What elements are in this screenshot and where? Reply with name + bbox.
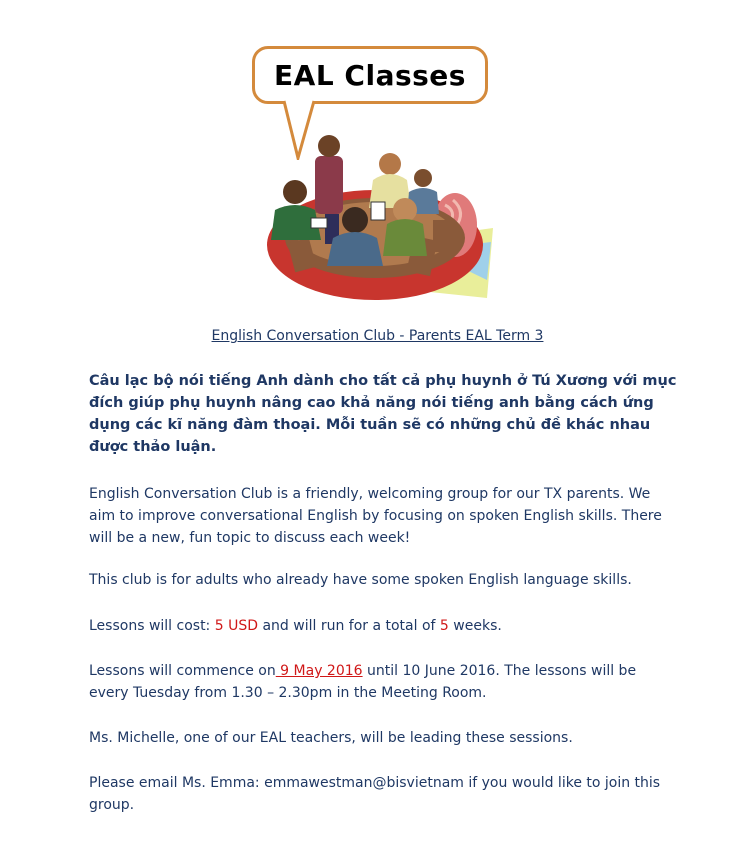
cost-middle: and will run for a total of [258,618,440,634]
cost-suffix: weeks. [448,618,502,634]
speech-bubble [252,46,488,104]
vietnamese-description: Câu lạc bộ nói tiếng Anh dành cho tất cả phụ huynh ở Tú Xương với mục đích giúp phụ huynh nâng cao khả năng nói tiếng anh bằng cách ứng dụng các kĩ năng đàm thoại. Mỗi tuần sẽ có những chủ đề khác nhau được thảo luận. [89,373,677,455]
intro-paragraph: English Conversation Club is a friendly, welcoming group for our TX parents. We aim to improve conversational English by focusing on spoken English skills. There will be a new, fun topic to discuss each week! [89,486,662,546]
cost-price: 5 USD [214,618,259,634]
cost-paragraph [89,615,502,637]
audience-paragraph: This club is for adults who already have some spoken English language skills. [89,572,632,588]
meeting-clipart [255,120,495,300]
banner-title: EAL Classes [274,58,466,92]
cost-prefix: Lessons will cost: [89,618,215,634]
schedule-suffix: until 10 June 2016. The lessons will be every Tuesday from 1.30 – 2.30pm in the Meeting Room. [89,663,637,701]
teacher-paragraph: Ms. Michelle, one of our EAL teachers, will be leading these sessions. [89,730,573,746]
contact-paragraph: Please email Ms. Emma: emmawestman@bisvietnam if you would like to join this group. [89,775,661,813]
cost-weeks: 5 [439,618,449,634]
schedule-prefix: Lessons will commence on [89,663,276,679]
schedule-paragraph [89,660,679,704]
club-heading: English Conversation Club - Parents EAL Term 3 [211,328,544,344]
schedule-start-date: 9 May 2016 [275,663,363,679]
